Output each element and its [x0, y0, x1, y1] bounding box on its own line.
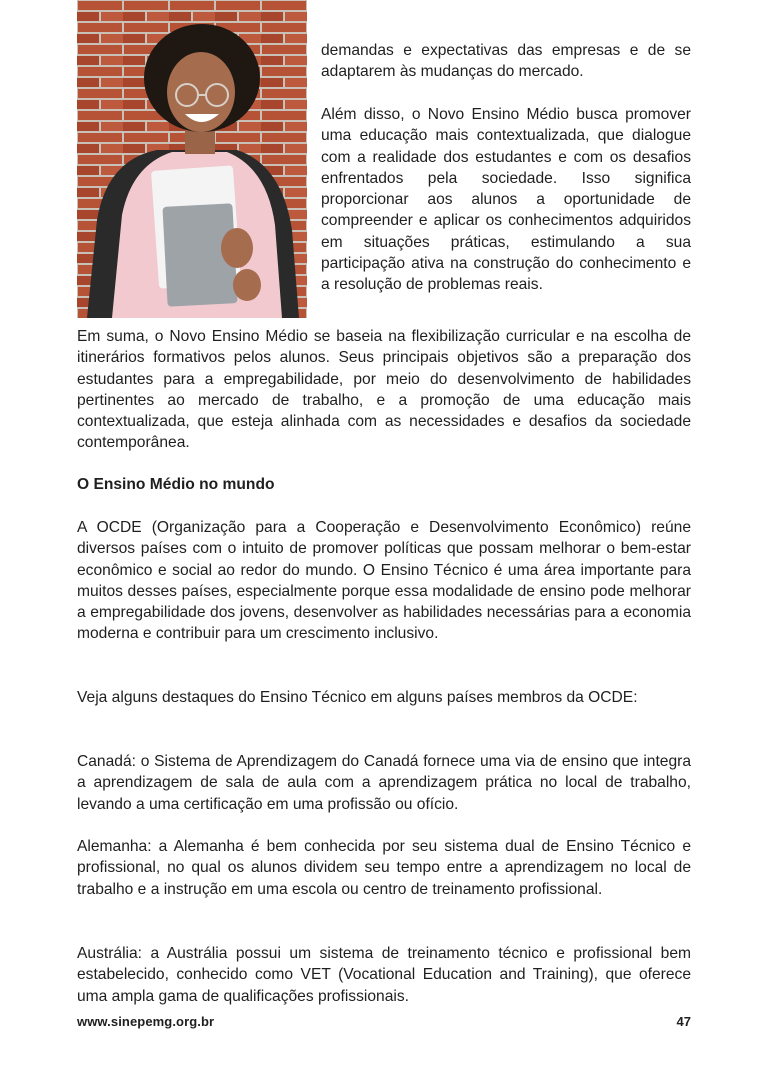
summary-paragraph: Em suma, o Novo Ensino Médio se baseia na flexibilização curricular e na escolha de itinerários formativos pelos alunos. Seus principais objetivos são a preparação dos estudantes para a empregabilidade, por meio do desenvolvimento de habilidades pertinentes ao mercado de trabalho, e a promoção de uma educação mais contextualizada, que esteja alinhada com as necessidades e desafios da sociedade contemporânea. — [77, 328, 691, 452]
page-number: 47 — [676, 1014, 691, 1029]
footer-url-link[interactable]: www.sinepemg.org.br — [77, 1014, 215, 1029]
section-paragraph-ocde: A OCDE (Organização para a Cooperação e Desenvolvimento Econômico) reúne diversos países com o intuito de promover políticas que possam melhorar o bem-estar econômico e social ao redor do mundo. O Ensino Técnico é uma área importante para muitos desses países, especialmente porque essa modalidade de ensino pode melhorar a empregabilidade dos jovens, desenvolver as habilidades necessárias para a economia moderna e contribuir para um crescimento inclusivo. — [77, 519, 691, 643]
column-paragraph-1: demandas e expectativas das empresas e de se adaptarem às mudanças do mercado. — [321, 42, 691, 81]
section-paragraph-australia: Austrália: a Austrália possui um sistema de treinamento técnico e profissional bem estabelecido, conhecido como VET (Vocational Education and Training), que oferece uma ampla gama de qualificações profissionais. — [77, 945, 691, 1005]
section-heading: O Ensino Médio no mundo — [77, 476, 275, 493]
student-photo — [77, 0, 307, 318]
section-paragraph-highlights: Veja alguns destaques do Ensino Técnico em alguns países membros da OCDE: — [77, 689, 638, 706]
section-paragraph-germany: Alemanha: a Alemanha é bem conhecida por seu sistema dual de Ensino Técnico e profissional, no qual os alunos dividem seu tempo entre a aprendizagem no local de trabalho e a instrução em uma escola ou centro de treinamento profissional. — [77, 838, 691, 898]
column-paragraph-2: Além disso, o Novo Ensino Médio busca promover uma educação mais contextualizada, que dialogue com a realidade dos estudantes e com os desafios enfrentados pela sociedade. Isso significa proporcionar aos alunos a oportunidade de compreender e aplicar os conhecimentos adquiridos em situações práticas, estimulando a sua participação ativa na construção do conhecimento e a resolução de problemas reais. — [321, 106, 691, 294]
student-illustration — [77, 0, 307, 318]
section-paragraph-canada: Canadá: o Sistema de Aprendizagem do Canadá fornece uma via de ensino que integra a aprendizagem de sala de aula com a aprendizagem prática no local de trabalho, levando a uma certificação em uma profissão ou ofício. — [77, 753, 691, 813]
